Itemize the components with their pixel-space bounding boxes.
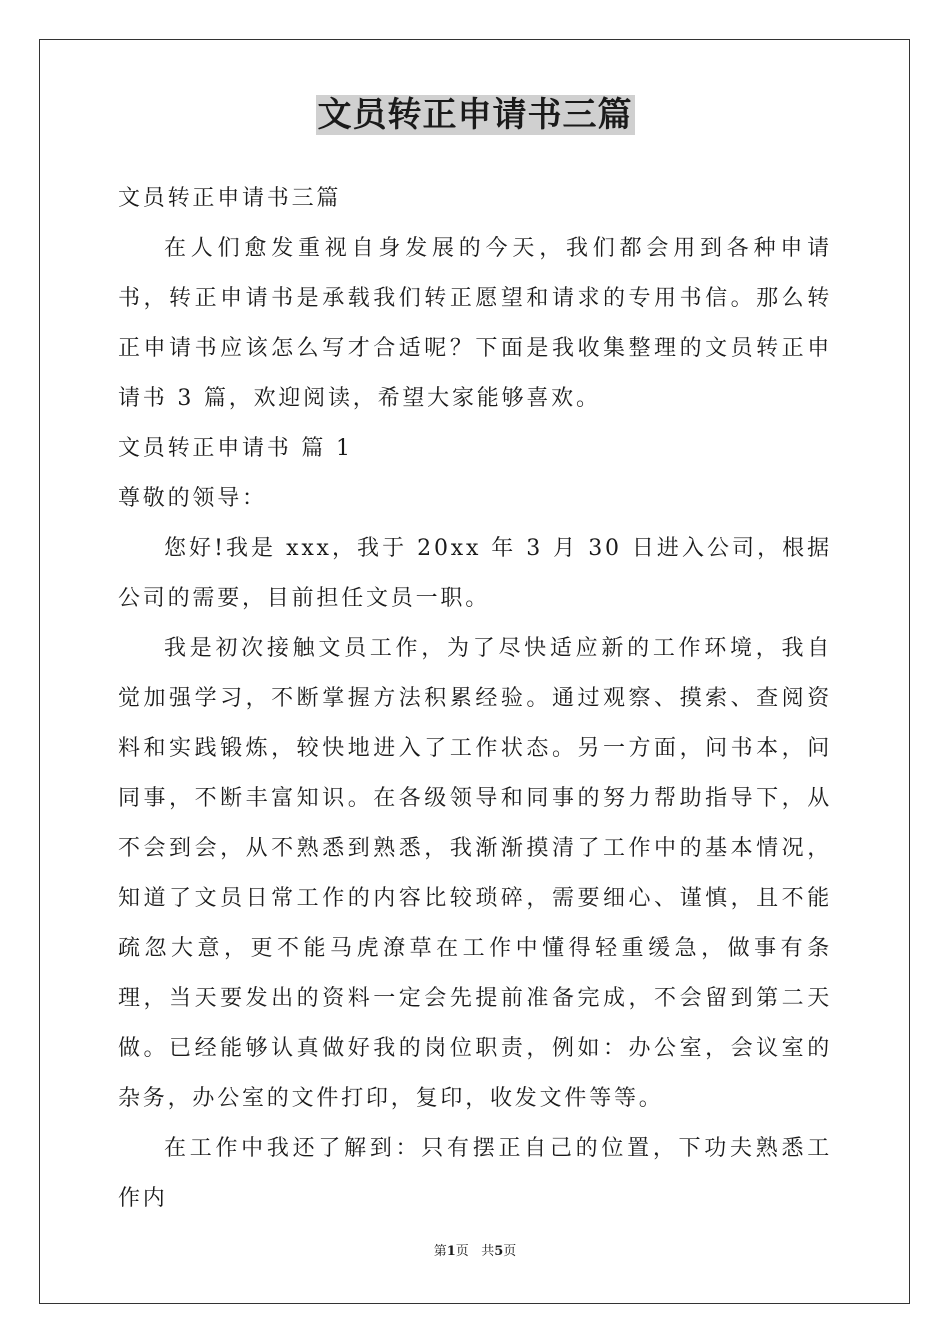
paragraph: 您好!我是 xxx，我于 20xx 年 3 月 30 日进入公司，根据公司的需要，目前担任文员一职。 [118,536,832,611]
total-pages-number: 5 [494,1244,504,1259]
section-heading: 文员转正申请书 篇 1 [118,436,353,461]
document-body [118,174,832,1224]
paragraph: 文员转正申请书三篇 [118,186,342,211]
footer-prefix: 第 [433,1244,447,1259]
footer-page-suffix: 页 [455,1244,469,1259]
title-text: 文员转正申请书三篇 [317,95,633,135]
current-page-number: 1 [446,1244,456,1259]
page-footer [0,1243,950,1261]
salutation: 尊敬的领导： [118,486,267,511]
paragraph: 在工作中我还了解到：只有摆正自己的位置，下功夫熟悉工作内 [118,1136,832,1211]
paragraph: 在人们愈发重视自身发展的今天，我们都会用到各种申请书，转正申请书是承载我们转正愿望和请求的专用书信。那么转正申请书应该怎么写才合适呢？下面是我收集整理的文员转正申请书 3 篇，欢迎阅读，希望大家能够喜欢。 [118,236,832,411]
footer-total-prefix: 共 [481,1244,495,1259]
footer-total-suffix: 页 [503,1244,517,1259]
document-title [0,92,950,138]
paragraph: 我是初次接触文员工作，为了尽快适应新的工作环境，我自觉加强学习，不断掌握方法积累经验。通过观察、摸索、查阅资料和实践锻炼，较快地进入了工作状态。另一方面，问书本，问同事，不断丰富知识。在各级领导和同事的努力帮助指导下，从不会到会，从不熟悉到熟悉，我渐渐摸清了工作中的基本情况，知道了文员日常工作的内容比较琐碎，需要细心、谨慎，且不能疏忽大意，更不能马虎潦草在工作中懂得轻重缓急，做事有条理，当天要发出的资料一定会先提前准备完成，不会留到第二天做。已经能够认真做好我的岗位职责，例如：办公室，会议室的杂务，办公室的文件打印，复印，收发文件等等。 [118,636,832,1111]
